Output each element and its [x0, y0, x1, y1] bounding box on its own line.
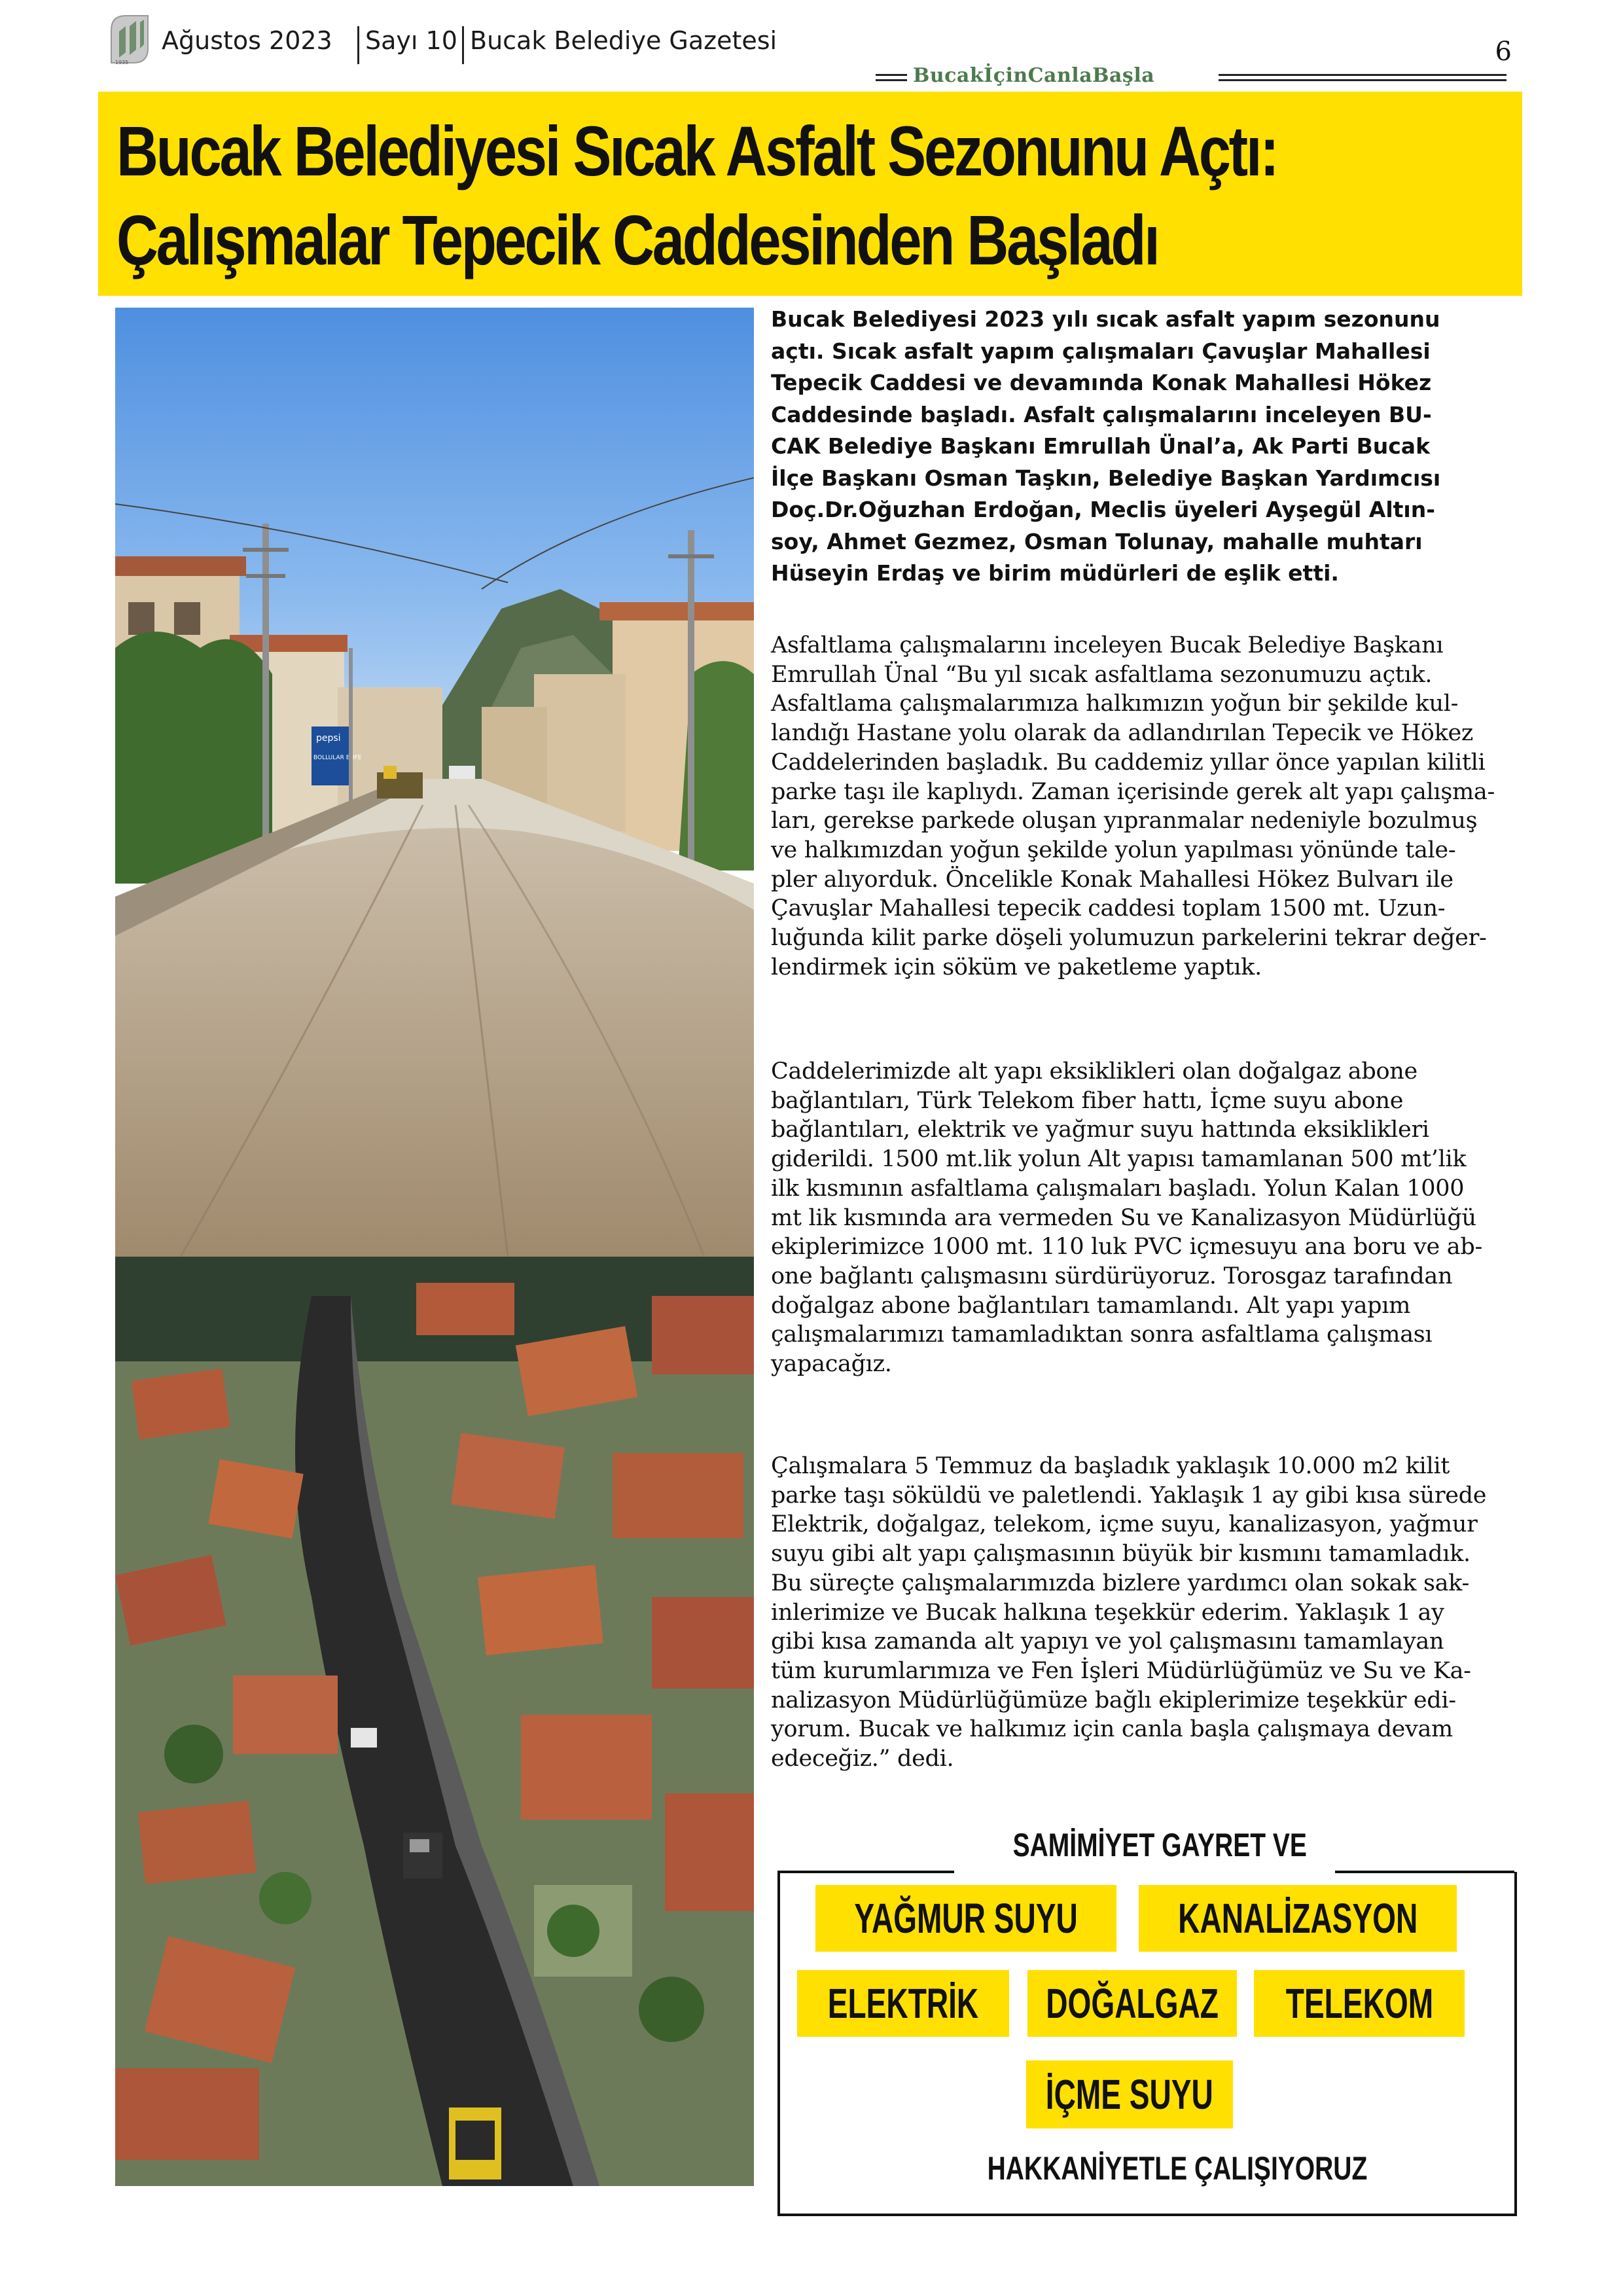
- paragraph-line: Elektrik, doğalgaz, telekom, içme suyu, kanalizasyon, yağmur: [771, 1511, 1478, 1538]
- tag-label: TELEKOM: [1285, 1980, 1433, 2027]
- paragraph-line: edeceğiz.” dedi.: [771, 1746, 954, 1772]
- tag-elektrik: [797, 1970, 1009, 2037]
- paragraph-line: mt lik kısmında ara vermeden Su ve Kanalizasyon Müdürlüğü: [771, 1204, 1476, 1231]
- tag-label: ELEKTRİK: [827, 1980, 979, 2027]
- tag-icme-suyu: [1026, 2060, 1233, 2128]
- paragraph-line: landığı Hastane yolu olarak da adlandırılan Tepecik ve Hökez: [771, 720, 1474, 747]
- paragraph-line: ve halkımızdan yoğun şekilde yolun yapılması yönünde tale-: [771, 836, 1456, 863]
- lead-line: İlçe Başkanı Osman Taşkın, Belediye Başkan Yardımcısı: [771, 465, 1441, 491]
- paragraph-line: ları, gerekse parkede oluşan yıpranmalar nedeniyle bozulmuş: [771, 808, 1478, 834]
- paragraph-line: Asfaltlama çalışmalarımıza halkımızın yoğun bir şekilde kul-: [771, 691, 1459, 717]
- paragraph-line: ekiplerimizce 1000 mt. 110 luk PVC içmesuyu ana boru ve ab-: [771, 1234, 1482, 1261]
- tag-telekom: [1254, 1970, 1465, 2037]
- paragraph-line: suyu gibi alt yapı çalışmasının büyük bir kısmını tamamladık.: [771, 1541, 1471, 1568]
- paragraph-line: Emrullah Ünal “Bu yıl sıcak asfaltlama sezonumuzu açtık.: [771, 661, 1433, 688]
- svg-text:1935: 1935: [115, 60, 129, 65]
- aerial-photo: [115, 1257, 754, 2186]
- headline-line-1: Bucak Belediyesi Sıcak Asfalt Sezonunu Açtı:: [116, 111, 1277, 190]
- header-publication: Bucak Belediye Gazetesi: [470, 26, 777, 55]
- lead-line: Hüseyin Erdaş ve birim müdürleri de eşlik etti.: [771, 560, 1339, 586]
- info-box-rule: [1335, 1871, 1514, 1873]
- headline-line-2: Çalışmalar Tepecik Caddesinden Başladı: [116, 200, 1158, 279]
- paragraph-line: inlerimize ve Bucak halkına teşekkür ederim. Yaklaşık 1 ay: [771, 1599, 1444, 1626]
- paragraph-line: gibi kısa zamanda alt yapıyı ve yol çalışmasını tamamlayan: [771, 1628, 1444, 1655]
- article-paragraph-3: [771, 1452, 1510, 1774]
- paragraph-line: Çalışmalara 5 Temmuz da başladık yaklaşık 10.000 m2 kilit: [771, 1453, 1450, 1479]
- paragraph-line: giderildi. 1500 mt.lik yolun Alt yapısı tamamlanan 500 mt’lik: [771, 1146, 1467, 1173]
- paragraph-line: parke taşı ile kaplıydı. Zaman içerisinde gerek alt yapı çalışma-: [771, 778, 1495, 805]
- article-paragraph-1: [771, 631, 1510, 982]
- paragraph-line: tüm kurumlarımıza ve Fen İşleri Müdürlüğümüz ve Su ve Ka-: [771, 1657, 1471, 1684]
- paragraph-line: nalizasyon Müdürlüğümüze bağlı ekiplerimize teşekkür edi-: [771, 1687, 1456, 1713]
- paragraph-line: one bağlantı çalışmasını sürdürüyoruz. Torosgaz tarafından: [771, 1263, 1453, 1289]
- paragraph-line: yorum. Bucak ve halkımız için canla başla çalışmaya devam: [771, 1716, 1453, 1743]
- info-box-top-heading: SAMİMİYET GAYRET VE: [1005, 1826, 1307, 1864]
- paragraph-line: çalışmalarımızı tamamladıktan sonra asfaltlama çalışması: [771, 1321, 1433, 1348]
- tag-kanalizasyon: [1139, 1885, 1457, 1952]
- lead-line: Bucak Belediyesi 2023 yılı sıcak asfalt yapım sezonunu: [771, 306, 1440, 332]
- street-photo: [115, 308, 754, 1257]
- article-paragraph-2: [771, 1057, 1510, 1379]
- photo-sign-2: BOLLULAR BUFE: [313, 755, 362, 761]
- lead-line: Tepecik Caddesi ve devamında Konak Mahallesi Hökez: [771, 370, 1432, 395]
- header-rule: [1219, 74, 1507, 76]
- paragraph-line: Çavuşlar Mahallesi tepecik caddesi toplam 1500 mt. Uzun-: [771, 895, 1446, 922]
- paragraph-line: Bu süreçte çalışmalarımızda bizlere yardımcı olan sokak sak-: [771, 1570, 1470, 1596]
- municipality-logo: [106, 12, 153, 67]
- paragraph-line: bağlantıları, elektrik ve yağmur suyu hattında eksiklikleri: [771, 1117, 1429, 1143]
- lead-line: Caddesinde başladı. Asfalt çalışmalarını inceleyen BU-: [771, 401, 1432, 427]
- paragraph-line: Caddelerimizde alt yapı eksiklikleri olan doğalgaz abone: [771, 1058, 1418, 1085]
- header-slogan: BucakİçinCanlaBaşla: [913, 64, 1155, 87]
- lead-line: Doç.Dr.Oğuzhan Erdoğan, Meclis üyeleri Ayşegül Altın-: [771, 497, 1435, 522]
- article-lead: [771, 304, 1510, 590]
- paragraph-line: yapacağız.: [771, 1351, 892, 1378]
- header-date: Ağustos 2023: [162, 26, 332, 55]
- header-divider: [357, 26, 359, 64]
- paragraph-line: Caddelerinden başladık. Bu caddemiz yıllar önce yapılan kilitli: [771, 749, 1486, 776]
- tag-label: YAĞMUR SUYU: [854, 1895, 1078, 1942]
- paragraph-line: luğunda kilit parke döşeli yolumuzun parkelerini tekrar değer-: [771, 925, 1487, 952]
- paragraph-line: doğalgaz abone bağlantıları tamamlandı. Alt yapı yapım: [771, 1292, 1411, 1319]
- header-rule: [1219, 79, 1507, 81]
- tag-label: DOĞALGAZ: [1046, 1980, 1219, 2027]
- paragraph-line: Asfaltlama çalışmalarını inceleyen Bucak Belediye Başkanı: [771, 632, 1444, 658]
- photo-sign-1: pepsi: [316, 733, 341, 744]
- lead-line: soy, Ahmet Gezmez, Osman Tolunay, mahalle muhtarı: [771, 528, 1423, 554]
- paragraph-line: pler alıyorduk. Öncelikle Konak Mahallesi Hökez Bulvarı ile: [771, 866, 1454, 893]
- info-box-bottom-heading: HAKKANİYETLE ÇALIŞIYORUZ: [979, 2149, 1332, 2187]
- tag-yagmur-suyu: [815, 1885, 1116, 1952]
- tag-dogalgaz: [1027, 1970, 1237, 2037]
- header-divider: [462, 26, 464, 64]
- header-rule: [876, 74, 907, 76]
- tag-label: KANALİZASYON: [1177, 1895, 1418, 1942]
- header-rule: [876, 79, 907, 81]
- paragraph-line: parke taşı söküldü ve paletlendi. Yaklaşık 1 ay gibi kısa sürede: [771, 1482, 1487, 1509]
- paragraph-line: bağlantıları, Türk Telekom fiber hattı, İçme suyu abone: [771, 1087, 1404, 1114]
- paragraph-line: ilk kısmının asfaltlama çalışmaları başladı. Yolun Kalan 1000: [771, 1175, 1465, 1202]
- paragraph-line: lendirmek için söküm ve paketleme yaptık.: [771, 954, 1262, 980]
- header-issue: Sayı 10: [365, 26, 457, 55]
- tag-label: İÇME SUYU: [1045, 2071, 1214, 2118]
- lead-line: açtı. Sıcak asfalt yapım çalışmaları Çavuşlar Mahallesi: [771, 338, 1431, 364]
- info-box-rule: [777, 1871, 954, 1873]
- page-number: 6: [1495, 37, 1512, 67]
- lead-line: CAK Belediye Başkanı Emrullah Ünal’a, Ak Parti Bucak: [771, 433, 1431, 459]
